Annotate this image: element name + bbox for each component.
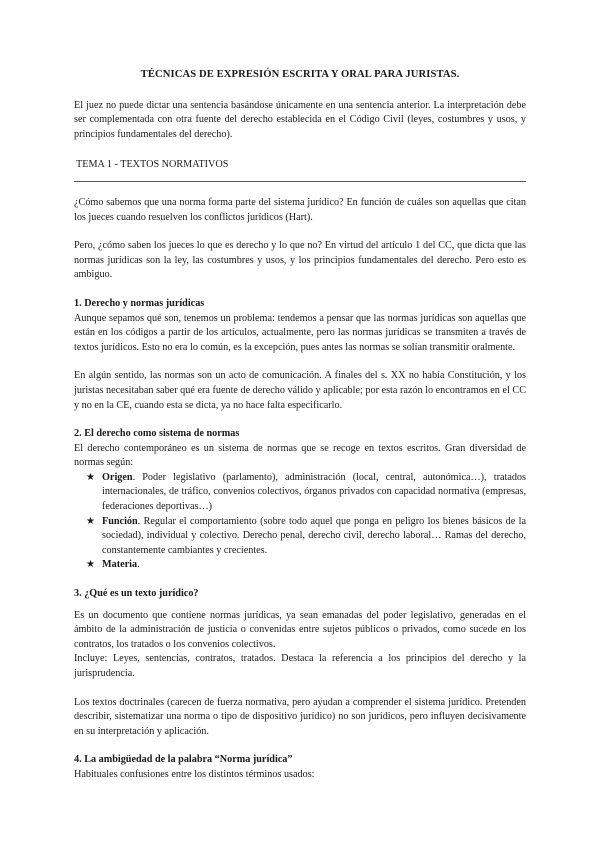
text-funcion: . Regular el comportamiento (sobre todo aquel que ponga en peligro los bienes básicos de la sociedad), individual y colectivo. Derecho penal, derecho civil, derecho laboral… Ramas del derecho, constantemente cambiantes y crecientes. bbox=[102, 515, 526, 556]
heading-texto-juridico: 3. ¿Qué es un texto jurídico? bbox=[74, 588, 199, 600]
term-materia: Materia bbox=[102, 559, 138, 571]
star-icon: ★ bbox=[86, 515, 95, 527]
paragraph-confusiones: Habituales confusiones entre los distintos términos usados: bbox=[74, 768, 315, 780]
paragraph-documento: Es un documento que contiene normas jurídicas, ya sean emanadas del poder legislativo, generadas en el ámbito de la administración de justicia o convenidas entre sujetos públicos o privados, como sucede en los contratos, los tratados o los convenios colectivos. bbox=[74, 609, 526, 650]
intro-paragraph: El juez no puede dictar una sentencia basándose únicamente en una sentencia anterior. La interpretación debe ser complementada con otra fuente del derecho establecida en el Código Civil (leyes, costumbres y usos, y principios fundamentales del derecho). bbox=[74, 99, 526, 140]
term-funcion: Función bbox=[102, 515, 138, 527]
paragraph-sistema-normas: El derecho contemporáneo es un sistema de normas que se recoge en textos escritos. Gran diversidad de normas según: bbox=[74, 442, 526, 469]
paragraph-acto-comunicacion: En algún sentido, las normas son un acto de comunicación. A finales del s. XX no había Constitución, y los juristas necesitaban saber qué era fuente de derecho válido y aplicable; por esta razón lo encontramos en el CC y no en la CE, cuando esta se dicta, ya no hace falta especificarlo. bbox=[74, 370, 526, 411]
section-heading-tema: TEMA 1 - TEXTOS NORMATIVOS bbox=[76, 159, 229, 171]
document-title: TÉCNICAS DE EXPRESIÓN ESCRITA Y ORAL PARA JURISTAS. bbox=[140, 69, 460, 80]
heading-derecho-normas: 1. Derecho y normas jurídicas bbox=[74, 297, 205, 309]
list-item-funcion bbox=[86, 515, 526, 559]
paragraph-hart: ¿Cómo sabemos que una norma forma parte del sistema jurídico? En función de cuáles son aquellas que citan los jueces cuando resuelven los conflictos jurídicos (Hart). bbox=[74, 196, 526, 223]
text-origen: . Poder legislativo (parlamento), administración (local, central, autonómica…), tratados internacionales, de tráfico, convenios colectivos, órganos privados con capacidad normativa (empresas, federaciones deportivas…) bbox=[102, 471, 526, 513]
heading-sistema-normas: 2. El derecho como sistema de normas bbox=[74, 428, 240, 440]
star-icon: ★ bbox=[86, 471, 95, 483]
criteria-list bbox=[74, 471, 526, 573]
paragraph-textos-doctrinales: Los textos doctrinales (carecen de fuerza normativa, pero ayudan a comprender el sistema jurídico. Pretenden describir, sistematizar una norma o tipo de dispositivo jurídico) no son jurídicos, pero influyen decisivamente en su interpretación y aplicación. bbox=[74, 696, 526, 737]
list-item-origen bbox=[86, 471, 526, 515]
list-item-materia bbox=[86, 558, 526, 573]
star-icon: ★ bbox=[86, 559, 95, 571]
heading-ambiguedad: 4. La ambigüedad de la palabra “Norma jurídica” bbox=[74, 754, 293, 766]
paragraph-article-1: Pero, ¿cómo saben los jueces lo que es derecho y lo que no? En virtud del artículo 1 del CC, que dicta que las normas jurídicas son la ley, las costumbres y usos, y los principios fundamentales del derecho. Pero esto es ambiguo. bbox=[74, 240, 526, 281]
term-origen: Origen bbox=[102, 471, 133, 483]
text-materia: . bbox=[137, 559, 140, 571]
paragraph-normas-codigos: Aunque sepamos qué son, tenemos un problema: tendemos a pensar que las normas jurídicas son aquellas que están en los códigos a partir de los artículos, actualmente, pero las normas jurídicas se transmiten a través de textos jurídicos. Esto no era lo común, es la excepción, pues antes las normas se solían transmitir oralmente. bbox=[74, 312, 526, 353]
paragraph-incluye: Incluye: Leyes, sentencias, contratos, tratados. Destaca la referencia a los principios del derecho y la jurisprudencia. bbox=[74, 653, 526, 679]
